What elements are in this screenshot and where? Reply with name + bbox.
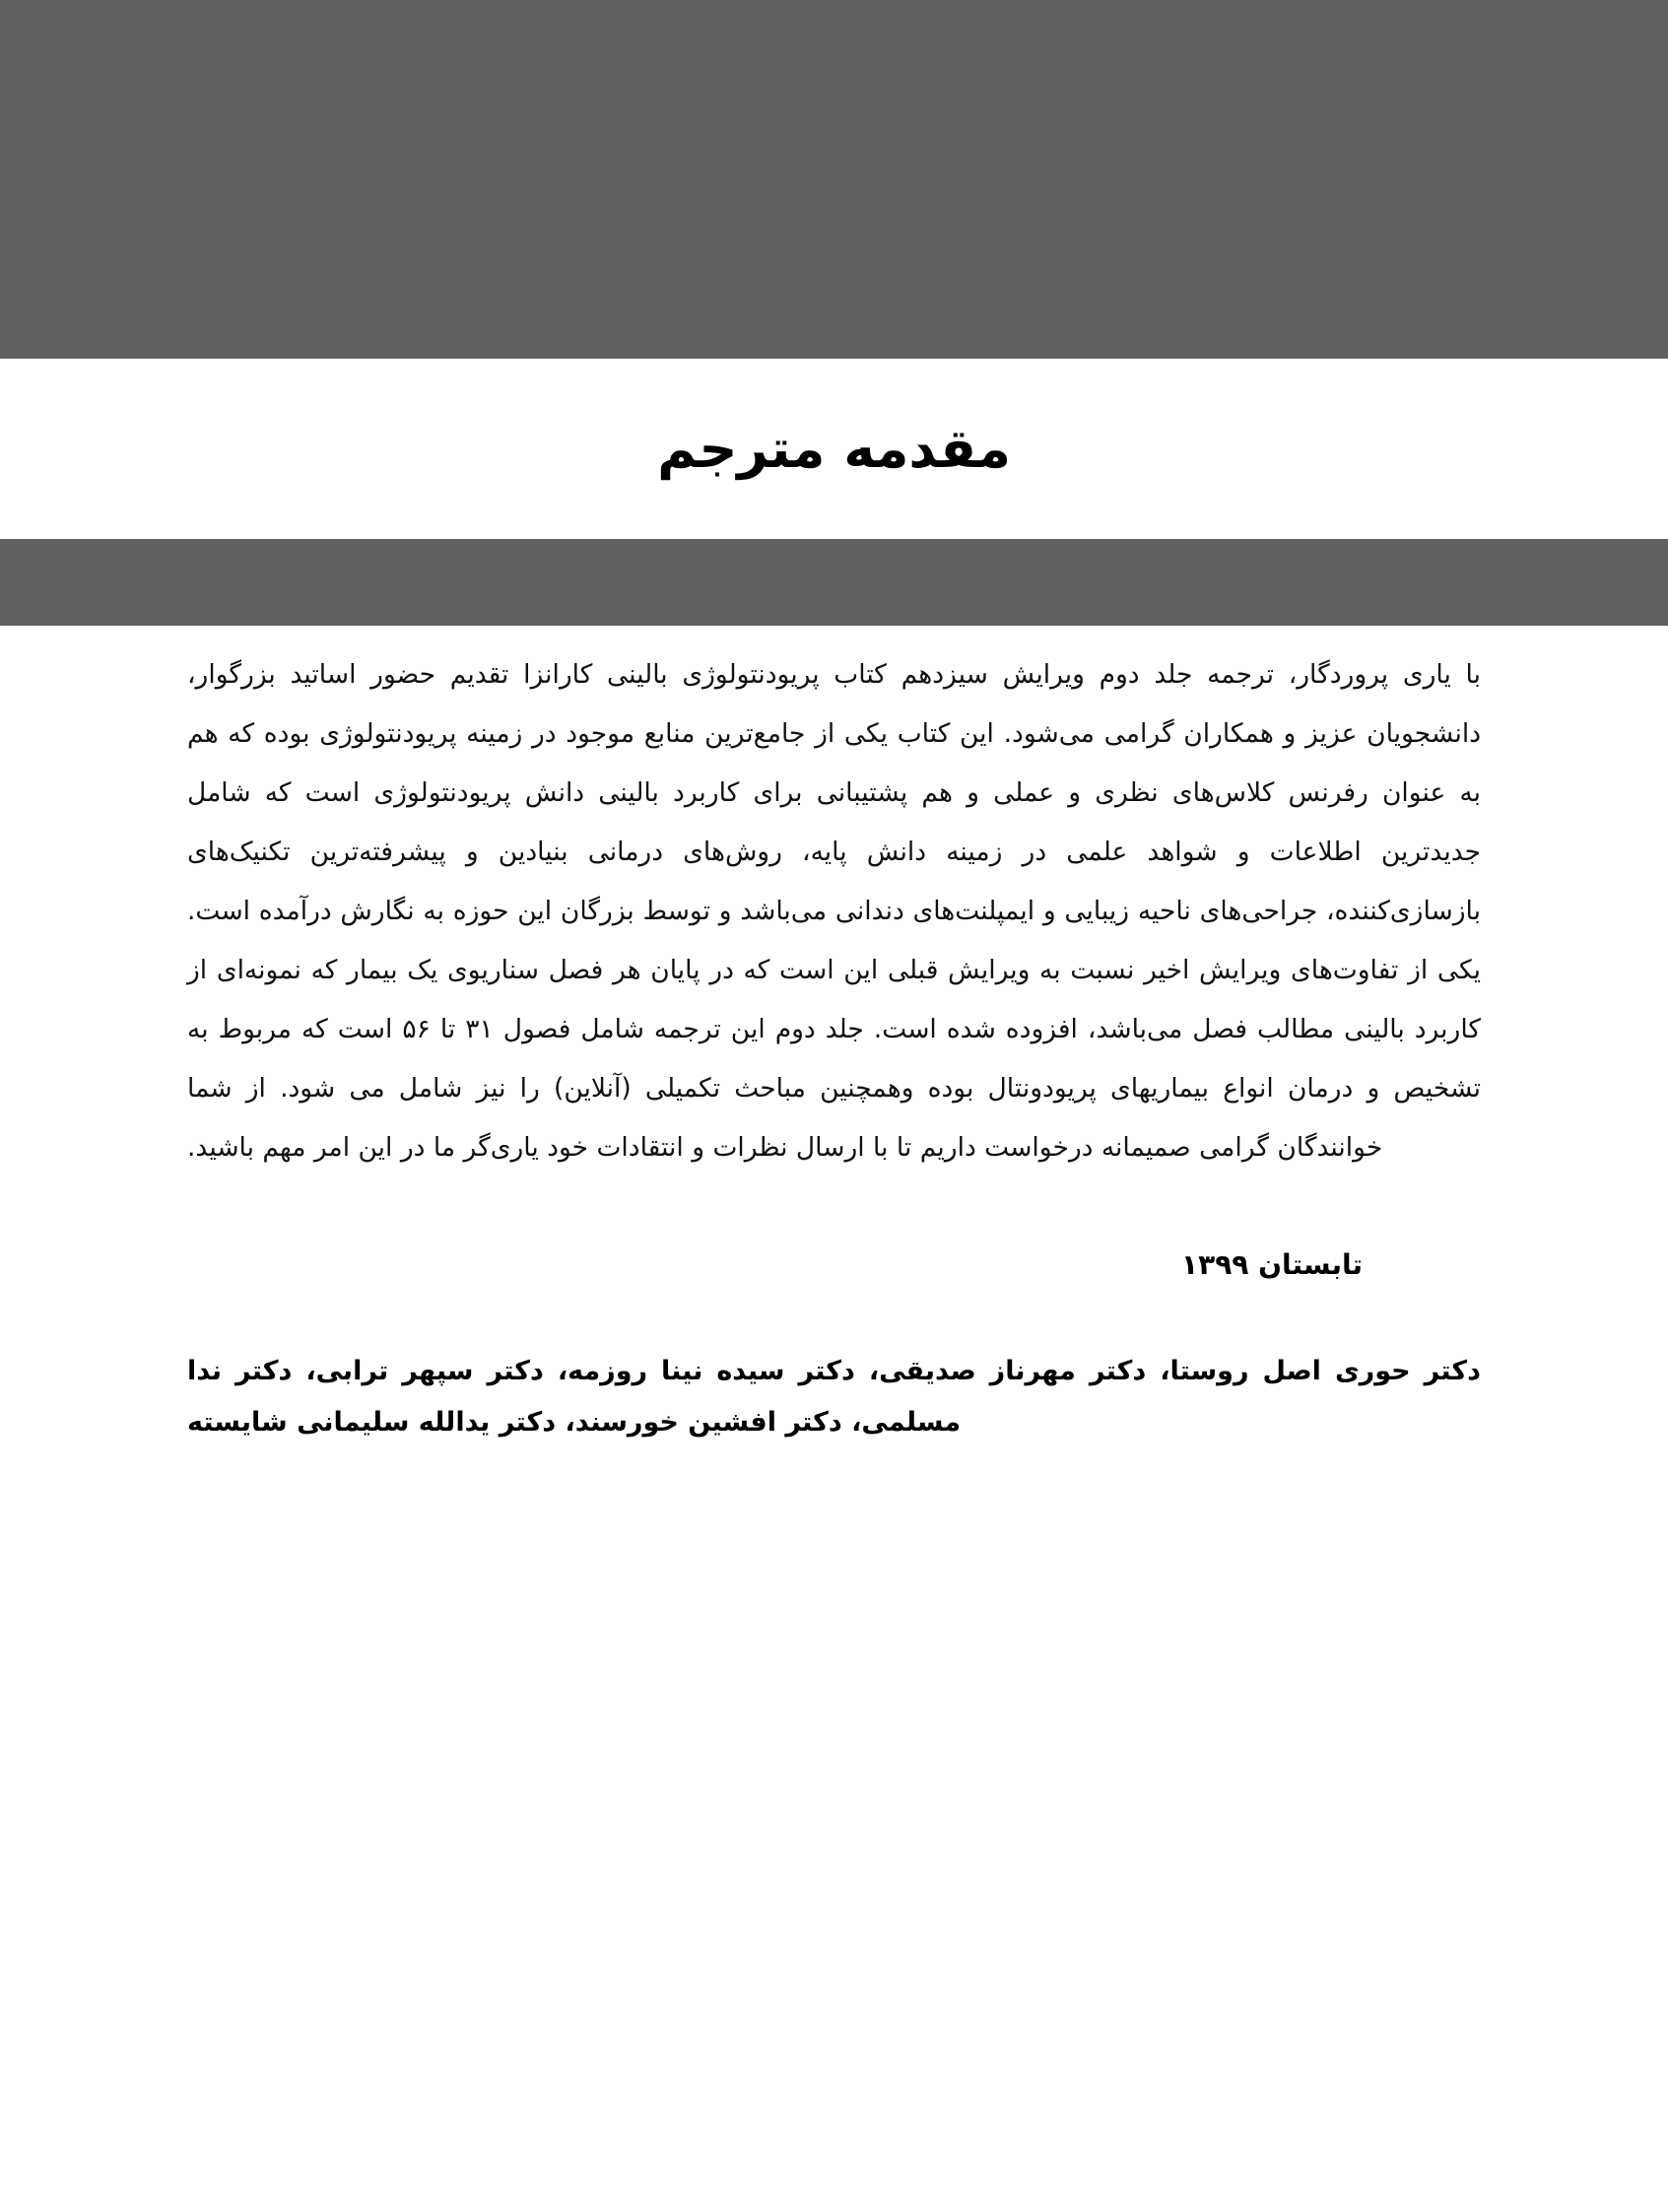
page-title: مقدمه مترجم [657, 418, 1011, 480]
header-band [0, 0, 1668, 359]
heading-underline-band [0, 539, 1668, 626]
page-heading-zone [0, 359, 1668, 539]
introduction-paragraph: با یاری پروردگار، ترجمه جلد دوم ویرایش سیزدهم کتاب پریودنتولوژی بالینی کارانزا تقدیم حضور اساتید بزرگوار، دانشجویان عزیز و همکاران گرامی می‌شود. این کتاب یکی از جامع‌ترین منابع موجود در زمینه پریودنتولوژی بوده که هم به عنوان رفرنس کلاس‌های نظری و عملی و هم پشتیبانی برای کاربرد بالینی دانش پریودنتولوژی است که شامل جدیدترین اطلاعات و شواهد علمی در زمینه دانش پایه، روش‌های درمانی بنیادین و پیشرفته‌ترین تکنیک‌های بازسازی‌کننده، جراحی‌های ناحیه زیبایی و ایمپلنت‌های دندانی می‌باشد و توسط بزرگان این حوزه به نگارش درآمده است. یکی از تفاوت‌های ویرایش اخیر نسبت به ویرایش قبلی این است که در پایان هر فصل سناریوی یک بیمار که نمونه‌ای از کاربرد بالینی مطالب فصل می‌باشد، افزوده شده است. جلد دوم این ترجمه شامل فصول ۳۱ تا ۵۶ است که مربوط به تشخیص و درمان انواع بیماریهای پریودونتال بوده وهمچنین مباحث تکمیلی (آنلاین) را نیز شامل می شود. از شما خوانندگان گرامی صمیمانه درخواست داریم تا با ارسال نظرات و انتقادات خود یاری‌گر ما در این امر مهم باشید. [187, 659, 1482, 1163]
publication-date: تابستان ۱۳۹۹ [1181, 1248, 1363, 1281]
translators-list: دکتر حوری اصل روستا، دکتر مهرناز صدیقی، دکتر سیده نینا روزمه، دکتر سپهر ترابی، دکتر ندا مسلمی، دکتر افشین خورسند، دکتر یدالله سلیمانی شایسته [187, 1356, 1481, 1438]
document-body [187, 645, 1481, 1448]
